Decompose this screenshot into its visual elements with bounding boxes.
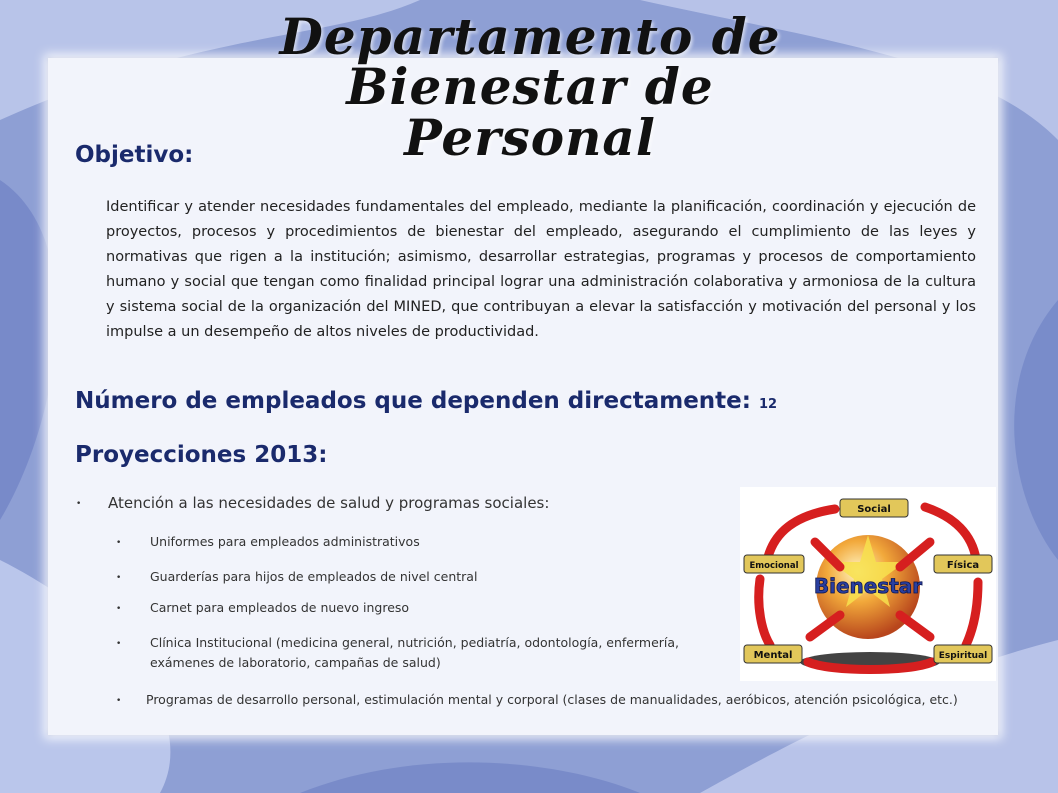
extra-item: Programas de desarrollo personal, estimulación mental y corporal (clases de manualidades, aeróbicos, atención psicológica, etc.): [146, 692, 958, 707]
list-item: [116, 532, 420, 552]
projections-heading: Proyecciones 2013:: [75, 442, 328, 468]
label-espiritual: Espiritual: [938, 651, 988, 661]
list-item: [116, 598, 410, 618]
bullet-icon: •: [116, 639, 122, 649]
employees-label: Número de empleados que dependen directamente:: [75, 388, 751, 414]
list-item: [116, 690, 976, 710]
employees-count: 12: [758, 397, 778, 412]
sub-item-4-continuation: exámenes de laboratorio, campañas de salud): [150, 655, 441, 670]
label-social: Social: [857, 504, 891, 515]
diagram-center-label: Bienestar: [813, 574, 923, 598]
sub-item-2: Guarderías para hijos de empleados de nivel central: [150, 569, 478, 584]
page-title-line-2: Personal: [404, 108, 656, 167]
label-mental: Mental: [753, 650, 793, 661]
sub-item-3: Carnet para empleados de nuevo ingreso: [150, 600, 410, 615]
employees-heading: [75, 388, 777, 414]
bullet-icon: •: [116, 604, 122, 614]
sub-item-1: Uniformes para empleados administrativos: [150, 534, 420, 549]
bullet-icon: •: [76, 499, 82, 509]
bullet-icon: •: [116, 538, 122, 548]
list-item: [116, 567, 478, 587]
bullet-icon: •: [116, 696, 122, 706]
sub-item-4: Clínica Institucional (medicina general, nutrición, pediatría, odontología, enfermería,: [150, 635, 680, 650]
label-fisica: Física: [946, 560, 980, 571]
objective-text: Identificar y atender necesidades fundamentales del empleado, mediante la planificación, coordinación y ejecución de proyectos, procesos y procedimientos de bienestar del empleado, asegurando el cumplimiento de las leyes y normativas que rigen a la institución; asimismo, desarrollar estrategias, programas y procesos de comportamiento humano y social que tengan como finalidad principal lograr una administración colaborativa y armoniosa de la cultura y sistema social de la organización del MINED, que contribuyan a elevar la satisfacción y motivación del personal y los impulse a un desempeño de altos niveles de productividad.: [106, 199, 976, 340]
bienestar-diagram: [740, 487, 996, 681]
page-title-line-1: Departamento de Bienestar de: [279, 7, 781, 116]
bullet-icon: •: [116, 573, 122, 583]
list-item: [76, 494, 550, 512]
projections-main-item: Atención a las necesidades de salud y programas sociales:: [108, 494, 550, 512]
list-item: [116, 633, 680, 673]
label-emocional: Emocional: [749, 561, 799, 571]
objective-heading: Objetivo:: [75, 142, 194, 168]
